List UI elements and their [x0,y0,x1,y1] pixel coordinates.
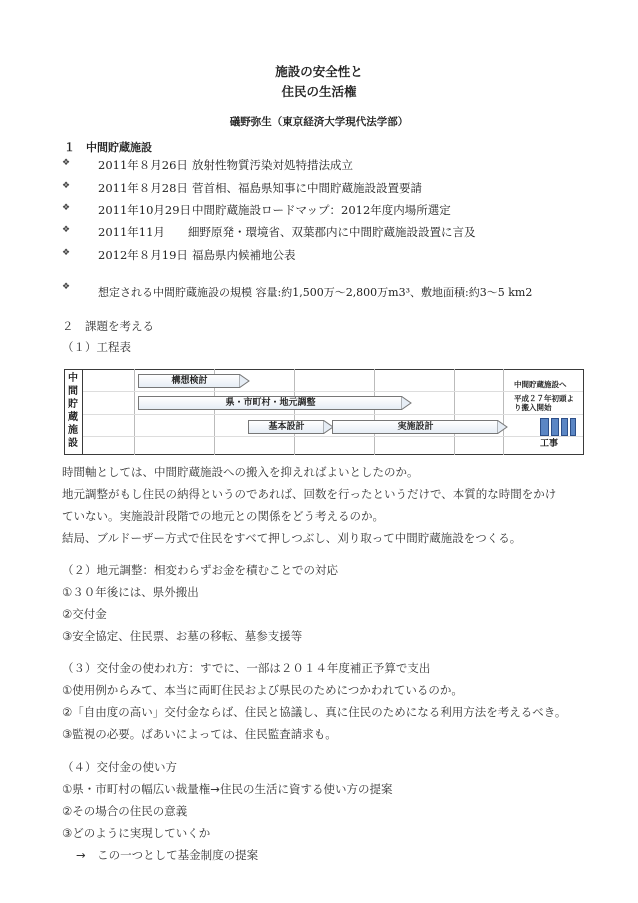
list-item: ③どのように実現していくか [62,826,211,840]
timeline-text: 福島県内候補地公表 [192,248,296,262]
timeline-row [98,247,296,263]
grid-line [134,369,135,455]
title-line-2: 住民の生活権 [281,84,357,99]
subsection-schedule: （１）工程表 [62,340,131,354]
list-item: ②「自由度の高い」交付金ならば、住民と協議し、真に住民のためになる利用方法を考えるべき。 [62,705,567,719]
grid-line [454,369,455,455]
section-1-heading: １ 中間貯蔵施設 [64,141,152,154]
grid-line [83,414,583,415]
chart-side-label: 中間貯蔵施設 [68,373,78,449]
diamond-bullet-icon: ❖ [62,248,71,258]
construction-block [561,418,568,436]
note-to-facility: 中間貯蔵施設へ [514,380,567,389]
subsection-local-coordination: （２）地元調整：相変わらずお金を積むことでの対応 [62,563,338,577]
list-item: ①使用例からみて、本当に両町住民および県民のためにつかわれているのか。 [62,683,463,697]
grid-line [294,369,295,455]
paragraph-line: 時間軸としては、中間貯蔵施設への搬入を抑えればよいとしたのか。 [62,465,419,479]
paragraph-line: ていない。実施設計段階での地元との関係をどう考えるのか。 [62,509,384,523]
construction-block [551,418,559,436]
grid-line [374,369,375,455]
arrow-head-icon [239,374,250,388]
paragraph-line: 地元調整がもし住民の納得というのであれば、回数を行ったというだけで、本質的な時間をかけ [62,487,557,501]
diamond-bullet-icon: ❖ [62,203,71,213]
timeline-date: 2011年10月29日 [98,203,192,217]
timeline-date: 2011年８月28日 [98,181,188,195]
bar-local-coordination: 県・市町村・地元調整 [138,396,412,410]
subsection-grant-method: （４）交付金の使い方 [62,760,177,774]
list-item: ③監視の必要。ばあいによっては、住民監査請求も。 [62,727,337,741]
timeline-row [98,157,353,173]
grid-line [83,436,583,437]
diamond-bullet-icon: ❖ [62,158,71,168]
chart-divider [82,369,83,455]
list-item: ②その場合の住民の意義 [62,804,188,818]
timeline-row [98,180,422,196]
list-item: ③安全協定、住民票、お墓の移転、墓参支援等 [62,629,303,643]
subsection-grant-usage: （３）交付金の使われ方：すでに、一部は２０１４年度補正予算で支出 [62,661,431,675]
bar-detailed-design: 実施設計 [332,420,508,434]
diamond-bullet-icon: ❖ [62,225,71,235]
timeline-row [98,224,476,240]
diamond-bullet-icon: ❖ [62,282,71,292]
timeline-text: 放射性物質汚染対処特措法成立 [192,158,353,172]
timeline-text: 細野原発・環境省、双葉郡内に中間貯蔵施設設置に言及 [188,225,476,239]
timeline-date: 2011年８月26日 [98,158,188,172]
note-construction: 工事 [540,439,559,449]
timeline-row [98,202,451,218]
construction-block [540,418,549,436]
list-item: ②交付金 [62,607,107,621]
grid-line [83,391,583,392]
timeline-date: 2012年８月19日 [98,248,188,262]
paragraph-line: 結局、ブルドーザー方式で住民をすべて押しつぶし、刈り取って中間貯蔵施設をつくる。 [62,531,522,545]
timeline-date: 2011年11月 [98,225,165,239]
bar-basic-design: 基本設計 [248,420,334,434]
bar-concept-study: 構想検討 [138,374,250,388]
grid-line [503,369,504,455]
timeline-text: 菅首相、福島県知事に中間貯蔵施設設置要請 [192,181,422,195]
section-2-heading: ２ 課題を考える [62,319,154,333]
arrow-head-icon [401,396,412,410]
list-item: ①３０年後には、県外搬出 [62,585,199,599]
arrow-head-icon [497,420,508,434]
note-transport-start: 平成２７年初頭より搬入開始 [514,394,574,412]
author-affiliation: 礒野弥生（東京経済大学現代法学部） [229,116,409,128]
title-line-1: 施設の安全性と [275,64,363,79]
construction-block [570,418,576,436]
diamond-bullet-icon: ❖ [62,181,71,191]
facility-scale-line: 想定される中間貯蔵施設の規模 容量:約1,500万～2,800万m3³、敷地面積:約3～5 km2 [98,286,533,299]
list-item: ①県・市町村の幅広い裁量権→住民の生活に資する使い方の提案 [62,782,393,796]
timeline-text: 中間貯蔵施設ロードマップ：2012年度内場所選定 [192,203,451,217]
conclusion-line: → この一つとして基金制度の提案 [76,848,259,862]
